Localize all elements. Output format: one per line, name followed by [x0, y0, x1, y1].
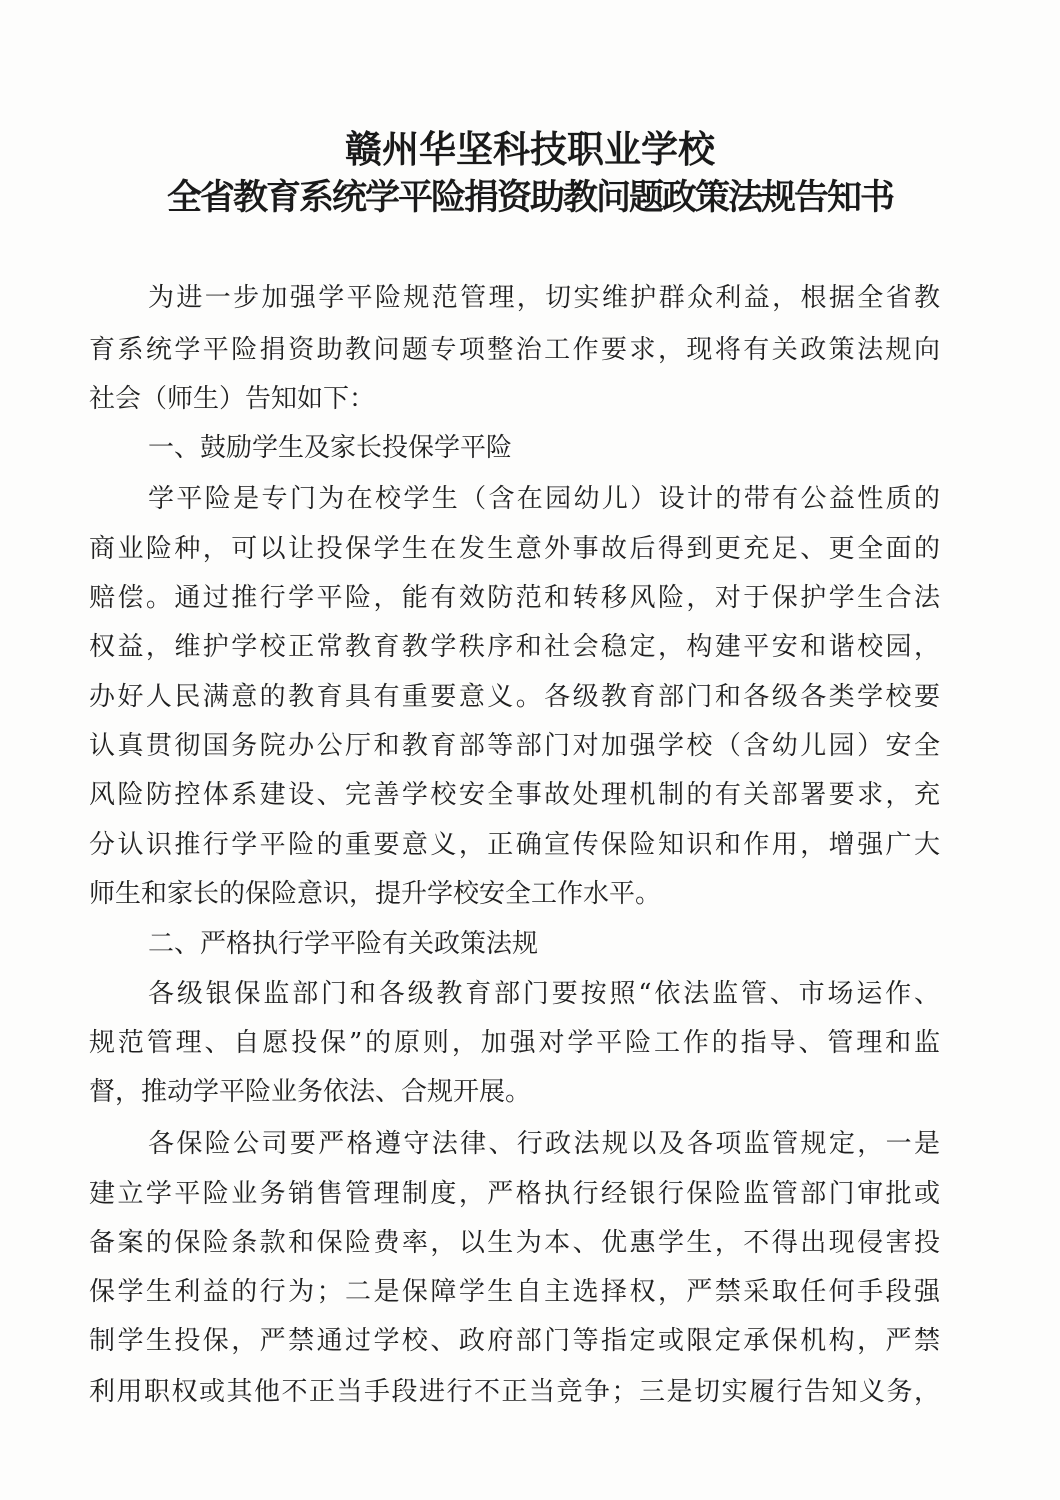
body-line: 利用职权或其他不正当手段进行不正当竞争；三是切实履行告知义务， — [89, 1377, 940, 1407]
school-name-title: 赣州华坚科技职业学校 — [345, 128, 715, 171]
body-line: 为进一步加强学平险规范管理，切实维护群众利益，根据全省教 — [148, 283, 940, 313]
body-line: 风险防控体系建设、完善学校安全事故处理机制的有关部署要求，充 — [89, 780, 940, 810]
body-line: 各级银保监部门和各级教育部门要按照“依法监管、市场运作、 — [148, 979, 940, 1009]
body-line: 认真贯彻国务院办公厅和教育部等部门对加强学校（含幼儿园）安全 — [89, 731, 940, 761]
body-line: 社会（师生）告知如下： — [89, 384, 376, 414]
body-line: 制学生投保，严禁通过学校、政府部门等指定或限定承保机构，严禁 — [89, 1326, 940, 1356]
body-line: 师生和家长的保险意识，提升学校安全工作水平。 — [89, 879, 662, 909]
body-line: 规范管理、自愿投保”的原则，加强对学平险工作的指导、管理和监 — [89, 1028, 940, 1058]
section-heading: 二、严格执行学平险有关政策法规 — [148, 929, 539, 959]
body-line: 办好人民满意的教育具有重要意义。各级教育部门和各级各类学校要 — [89, 682, 940, 712]
body-line: 权益，维护学校正常教育教学秩序和社会稳定，构建平安和谐校园， — [89, 632, 940, 662]
body-line: 赔偿。通过推行学平险，能有效防范和转移风险，对于保护学生合法 — [89, 583, 940, 613]
body-line: 学平险是专门为在校学生（含在园幼儿）设计的带有公益性质的 — [148, 484, 940, 514]
body-line: 分认识推行学平险的重要意义，正确宣传保险知识和作用，增强广大 — [89, 830, 940, 860]
notice-title: 全省教育系统学平险捐资助教问题政策法规告知书 — [166, 178, 893, 218]
section-heading: 一、鼓励学生及家长投保学平险 — [148, 433, 513, 463]
body-line: 各保险公司要严格遵守法律、行政法规以及各项监管规定，一是 — [148, 1129, 940, 1159]
body-line: 保学生利益的行为；二是保障学生自主选择权，严禁采取任何手段强 — [89, 1277, 940, 1307]
body-line: 育系统学平险捐资助教问题专项整治工作要求，现将有关政策法规向 — [89, 335, 940, 365]
body-line: 备案的保险条款和保险费率，以生为本、优惠学生，不得出现侵害投 — [89, 1228, 940, 1258]
body-line: 督，推动学平险业务依法、合规开展。 — [89, 1077, 532, 1107]
body-line: 商业险种，可以让投保学生在发生意外事故后得到更充足、更全面的 — [89, 534, 940, 564]
body-line: 建立学平险业务销售管理制度，严格执行经银行保险监管部门审批或 — [89, 1179, 940, 1209]
